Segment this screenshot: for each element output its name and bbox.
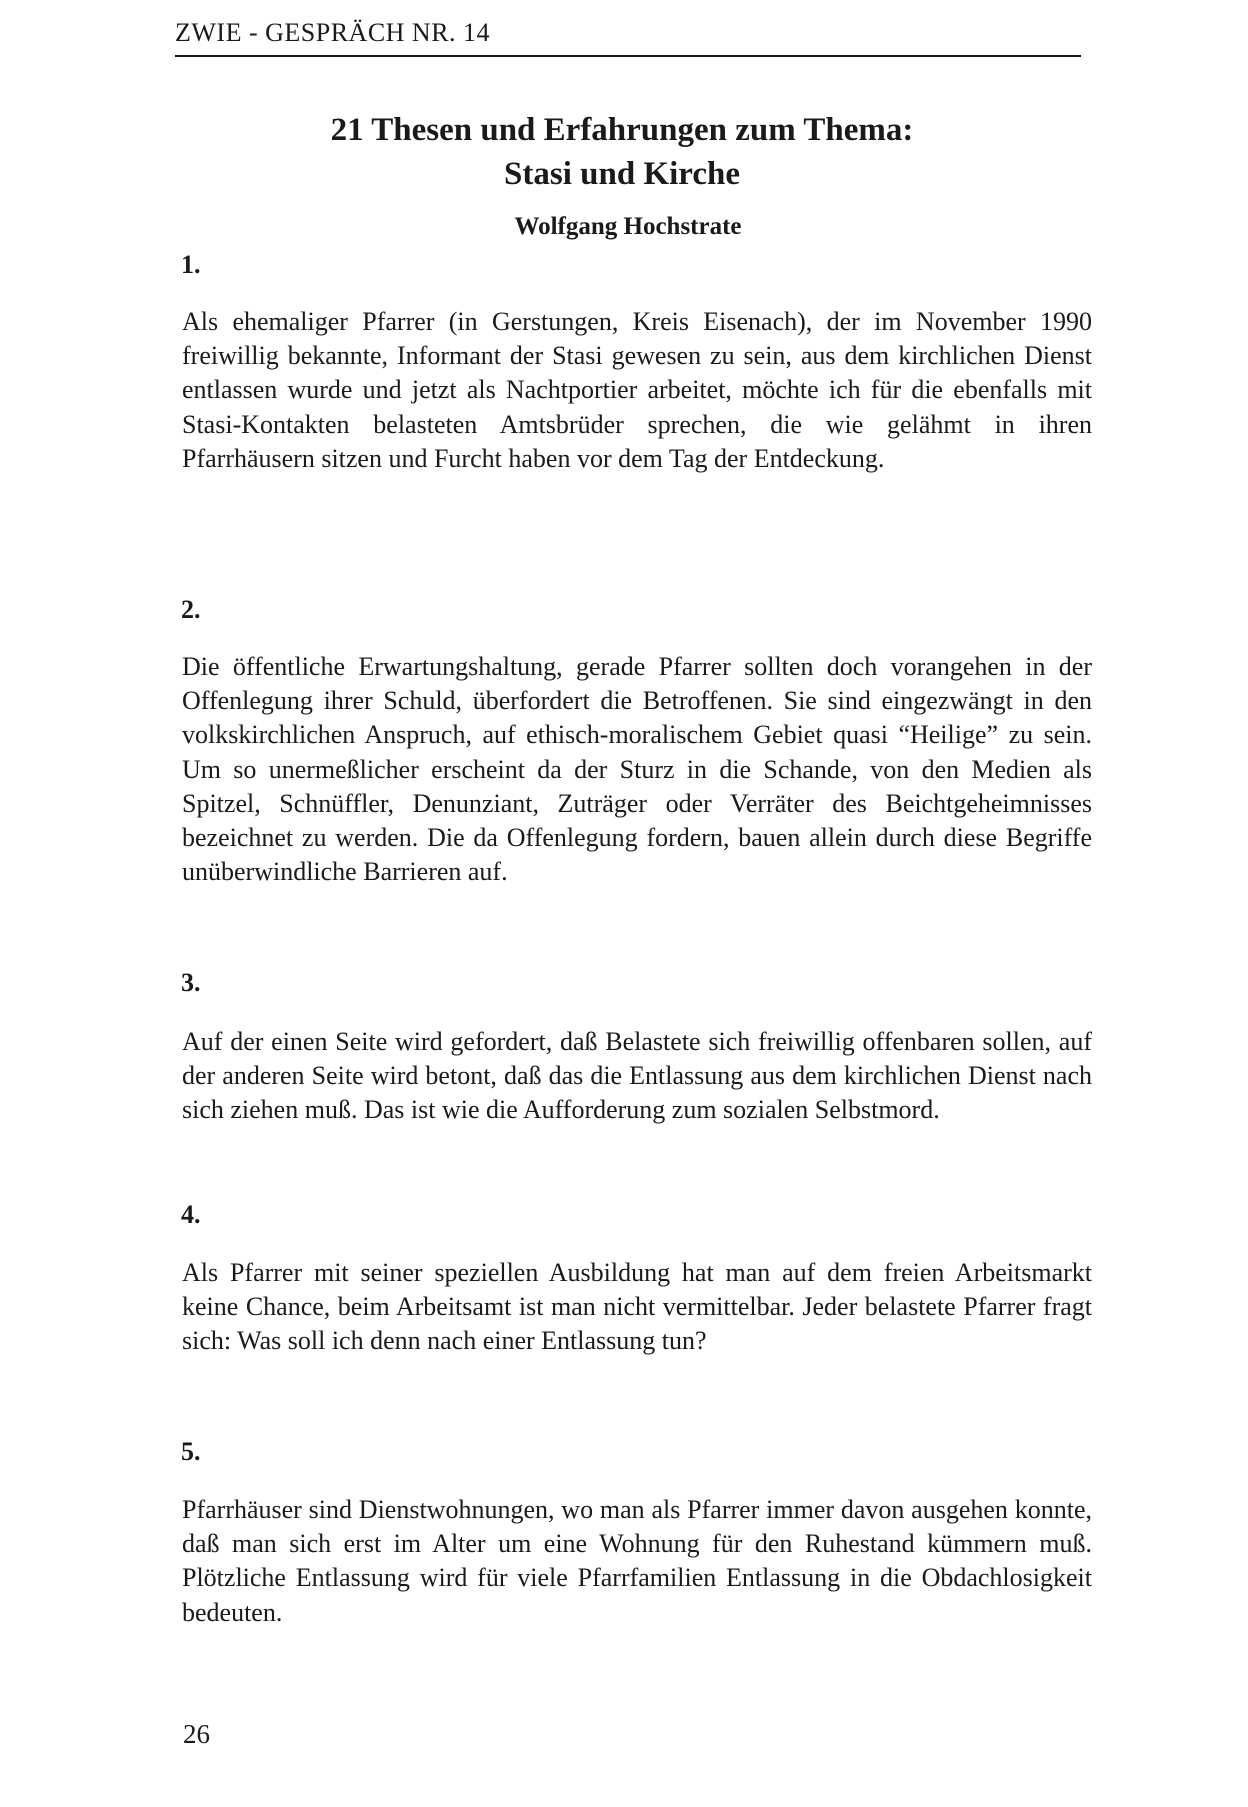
section-number: 2. xyxy=(181,595,201,624)
section-paragraph: Als ehemaliger Pfarrer (in Gerstungen, Kreis Eisenach), der im November 1990 freiwillig bekannte, Informant der Stasi gewesen zu sein, aus dem kirchlichen Dienst entlassen wurde und jetzt als Nachtportier arbeitet, möchte ich für die ebenfalls mit Stasi-Kontakten belasteten Amtsbrüder sprechen, die wie gelähmt in ihren Pfarrhäusern sitzen und Furcht haben vor dem Tag der Entdeckung. xyxy=(182,307,1092,473)
section-number: 5. xyxy=(181,1437,201,1466)
article-author: Wolfgang Hochstrate xyxy=(514,213,742,240)
article-title-line-1: 21 Thesen und Erfahrungen zum Thema: xyxy=(330,112,914,148)
section-paragraph: Als Pfarrer mit seiner speziellen Ausbildung hat man auf dem freien Arbeitsmarkt keine Chance, beim Arbeitsamt ist man nicht vermittelbar. Jeder belastete Pfarrer fragt sich: Was soll ich denn nach einer Entlassung tun? xyxy=(182,1258,1092,1356)
article-title xyxy=(169,108,1075,196)
section-paragraph: Pfarrhäuser sind Dienstwohnungen, wo man als Pfarrer immer davon ausgehen konnte, daß man sich erst im Alter um eine Wohnung für den Ruhestand kümmern muß. Plötzliche Entlassung wird für viele Pfarrfamilien Entlassung in die Obdachlosigkeit bedeuten. xyxy=(182,1495,1092,1627)
section-number: 4. xyxy=(181,1200,201,1229)
section-paragraph: Auf der einen Seite wird gefordert, daß Belastete sich freiwillig offenbaren sollen, auf der anderen Seite wird betont, daß das die Entlassung aus dem kirchlichen Dienst nach sich ziehen muß. Das ist wie die Aufforderung zum sozialen Selbstmord. xyxy=(182,1027,1092,1125)
section-number: 1. xyxy=(181,250,201,279)
article-title-line-2: Stasi und Kirche xyxy=(504,156,740,192)
page-number: 26 xyxy=(183,1719,210,1749)
section-number: 3. xyxy=(181,968,201,997)
running-header: ZWIE - GESPRÄCH NR. 14 xyxy=(175,18,491,47)
header-rule xyxy=(175,55,1081,57)
section-paragraph: Die öffentliche Erwartungshaltung, gerade Pfarrer sollten doch vorangehen in der Offenlegung ihrer Schuld, überfordert die Betroffenen. Sie sind eingezwängt in den volkskirchlichen Anspruch, auf ethisch-moralischem Gebiet quasi “Heilige” zu sein. Um so unermeßlicher erscheint da der Sturz in die Schande, von den Medien als Spitzel, Schnüffler, Denunziant, Zuträger oder Verräter des Beichtgeheimnisses bezeichnet zu werden. Die da Offenlegung fordern, bauen allein durch diese Begriffe unüberwindliche Barrieren auf. xyxy=(182,652,1092,887)
